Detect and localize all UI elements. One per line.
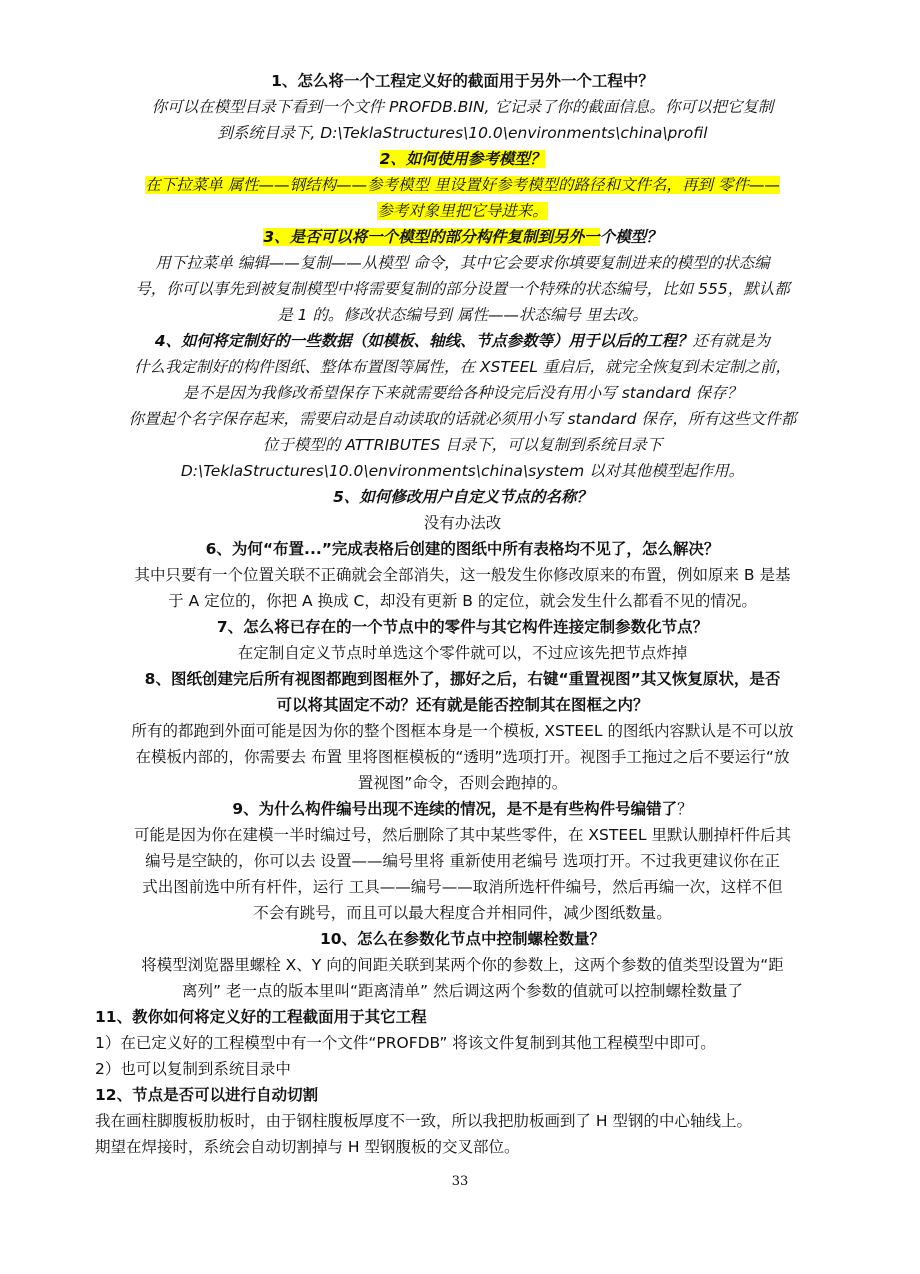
q3-answer-line1: 用下拉菜单 编辑——复制——从模型 命令，其中它会要求你填要复制进来的模型的状态编	[155, 254, 770, 272]
q4-answer-line1: 你置起个名字保存起来，需要启动是自动读取的话就必须用小写 standard 保存，所有这些文件都	[128, 410, 797, 428]
q12-text-line1: 我在画柱脚腹板肋板时，由于钢柱腹板厚度不一致，所以我把肋板画到了 H 型钢的中心轴线上。	[95, 1112, 753, 1130]
q10-heading: 10、怎么在参数化节点中控制螺栓数量？	[319, 930, 606, 948]
q6-answer-line2: 于 A 定位的，你把 A 换成 C，却没有更新 B 的定位，就会发生什么都看不见的情况。	[168, 592, 757, 610]
q9-heading: 9、为什么构件编号出现不连续的情况，是不是有些构件号编错了？	[232, 800, 693, 818]
q9-answer-line2: 编号是空缺的，你可以去 设置——编号里将 重新使用老编号 选项打开。不过我更建议你在正	[145, 852, 780, 870]
q5-answer: 没有办法改	[423, 514, 502, 532]
q11-item-1: 1）在已定义好的工程模型中有一个文件“PROFDB” 将该文件复制到其他工程模型中即可。	[95, 1034, 716, 1052]
q8-answer-line3: 置视图”命令，否则会跑掉的。	[357, 774, 568, 792]
q4-heading: 4、如何将定制好的一些数据（如模板、轴线、节点参数等）用于以后的工程？还有就是为	[154, 332, 771, 350]
q7-heading: 7、怎么将已存在的一个节点中的零件与其它构件连接定制参数化节点？	[216, 618, 709, 636]
q8-heading-line1: 8、图纸创建完后所有视图都跑到图框外了，挪好之后，右键“重置视图”其又恢复原状，是否	[144, 670, 781, 688]
q9-answer-line3: 式出图前选中所有杆件，运行 工具——编号——取消所选杆件编号，然后再编一次，这样不但	[142, 878, 783, 896]
q1-answer-line2: 到系统目录下, D:\TeklaStructures\10.0\environments\china\profil	[217, 124, 708, 142]
q10-answer-line1: 将模型浏览器里螺栓 X、Y 向的间距关联到某两个你的参数上，这两个参数的值类型设置为“距	[141, 956, 784, 974]
q7-answer: 在定制自定义节点时单选这个零件就可以，不过应该先把节点炸掉	[237, 644, 688, 662]
page-number: 33	[451, 1174, 469, 1189]
q9-answer-line1: 可能是因为你在建模一半时编过号，然后删除了其中某些零件，在 XSTEEL 里默认删掉杆件后其	[133, 826, 791, 844]
q3-answer-line3: 是 1 的。修改状态编号到 属性——状态编号 里去改。	[277, 306, 648, 324]
q12-text-line2: 期望在焊接时，系统会自动切割掉与 H 型钢腹板的交叉部位。	[95, 1138, 520, 1156]
q4-answer-line2: 位于模型的 ATTRIBUTES 目录下，可以复制到系统目录下	[262, 436, 663, 454]
q4-line2: 什么我定制好的构件图纸、整体布置图等属性，在 XSTEEL 重启后，就完全恢复到未定制之前，	[133, 358, 791, 376]
q2-heading: 2、如何使用参考模型？	[379, 150, 546, 168]
q8-heading-line2: 可以将其固定不动？还有就是能否控制其在图框之内？	[276, 696, 649, 714]
q1-answer-line1: 你可以在模型目录下看到一个文件 PROFDB.BIN, 它记录了你的截面信息。你可以把它复制	[151, 98, 774, 116]
q11-item-2: 2）也可以复制到系统目录中	[95, 1060, 291, 1078]
q1-heading: 1、怎么将一个工程定义好的截面用于另外一个工程中？	[271, 72, 654, 90]
q8-answer-line2: 在模板内部的，你需要去 布置 里将图框模板的“透明”选项打开。视图手工拖过之后不要运行“放	[135, 748, 790, 766]
q12-heading: 12、节点是否可以进行自动切割	[95, 1086, 319, 1104]
q8-answer-line1: 所有的都跑到外面可能是因为你的整个图框本身是一个模板, XSTEEL 的图纸内容默认是不可以放	[131, 722, 794, 740]
q5-heading: 5、如何修改用户自定义节点的名称？	[333, 488, 592, 506]
q3-heading: 3、是否可以将一个模型的部分构件复制到另外一个模型？	[263, 228, 662, 246]
q4-answer-line3: D:\TeklaStructures\10.0\environments\china\system 以对其他模型起作用。	[180, 462, 745, 480]
q10-answer-line2: 离列” 老一点的版本里叫“距离清单” 然后调这两个参数的值就可以控制螺栓数量了	[182, 982, 743, 1000]
q4-line3: 是不是因为我修改希望保存下来就需要给各种设完后没有用小写 standard 保存？	[182, 384, 743, 402]
q9-answer-line4: 不会有跳号，而且可以最大程度合并相同件，减少图纸数量。	[253, 904, 672, 922]
q6-answer-line1: 其中只要有一个位置关联不正确就会全部消失，这一般发生你修改原来的布置，例如原来 B 是基	[134, 566, 791, 584]
q11-heading: 11、教你如何将定义好的工程截面用于其它工程	[95, 1008, 427, 1026]
q2-answer-line2: 参考对象里把它导进来。	[377, 202, 548, 220]
q3-answer-line2: 号，你可以事先到被复制模型中将需要复制的部分设置一个特殊的状态编号，比如 555，默认都	[135, 280, 790, 298]
q2-answer-line1: 在下拉菜单 属性——钢结构——参考模型 里设置好参考模型的路径和文件名，再到 零件——	[145, 176, 780, 194]
q6-heading: 6、为何“布置...”完成表格后创建的图纸中所有表格均不见了，怎么解决？	[205, 540, 720, 558]
